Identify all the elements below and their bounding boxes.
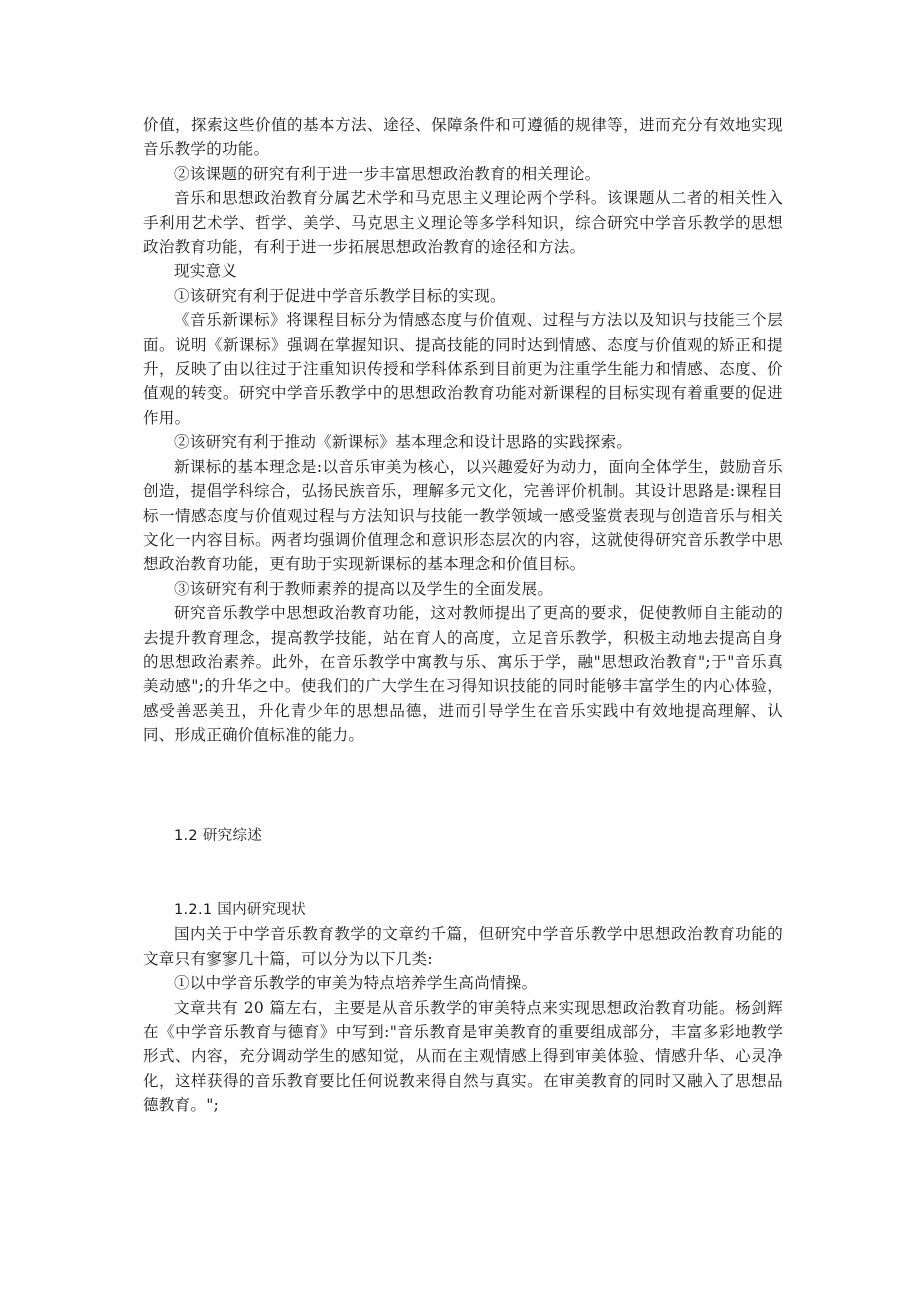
paragraph: 研究音乐教学中思想政治教育功能，这对教师提出了更高的要求，促使教师自主能动的去提升教育理念，提高教学技能，站在育人的高度，立足音乐教学，积极主动地去提高自身的思想政治素养。此外，在音乐教学中寓教与乐、寓乐于学，融"思想政治教育";于"音乐真美动感";的升华之中。使我们的广大学生在习得知识技能的同时能够丰富学生的内心体验，感受善恶美丑，升化青少年的思想品德，进而引导学生在音乐实践中有效地提高理解、认同、形成正确价值标准的能力。 [143,604,783,745]
spacer [143,748,783,824]
paragraph: ②该课题的研究有利于进一步丰富思想政治教育的相关理论。 [174,164,601,183]
section-heading: 1.2 研究综述 [174,827,263,844]
paragraph: ③该研究有利于教师素养的提高以及学生的全面发展。 [174,579,554,598]
paragraph: ②该研究有利于推动《新课标》基本理念和设计思路的实践探索。 [174,433,633,452]
subsection-heading: 1.2.1 国内研究现状 [174,901,307,918]
document-body [143,113,783,1118]
spacer [143,848,783,898]
paragraph: ①该研究有利于促进中学音乐教学目标的实现。 [174,286,506,305]
paragraph: 音乐和思想政治教育分属艺术学和马克思主义理论两个学科。该课题从二者的相关性入手利用艺术学、哲学、美学、马克思主义理论等多学科知识，综合研究中学音乐教学的思想政治教育功能，有利于进一步拓展思想政治教育的途径和方法。 [143,189,783,257]
subheading-practical-significance: 现实意义 [174,262,238,281]
paragraph: 价值，探索这些价值的基本方法、途径、保障条件和可遵循的规律等，进而充分有效地实现音乐教学的功能。 [143,116,783,159]
paragraph: 文章共有 20 篇左右，主要是从音乐教学的审美特点来实现思想政治教育功能。杨剑辉在《中学音乐教育与德育》中写到:"音乐教育是审美教育的重要组成部分，丰富多彩地教学形式、内容，充分调动学生的感知觉，从而在主观情感上得到审美体验、情感升华、心灵净化，这样获得的音乐教育要比任何说教来得自然与真实。在审美教育的同时又融入了思想品德教育。"; [143,998,783,1115]
paragraph: 国内关于中学音乐教育教学的文章约千篇，但研究中学音乐教学中思想政治教育功能的文章只有寥寥几十篇，可以分为以下几类: [143,925,783,968]
paragraph: 新课标的基本理念是:以音乐审美为核心，以兴趣爱好为动力，面向全体学生，鼓励音乐创造，提倡学科综合，弘扬民族音乐，理解多元文化，完善评价机制。其设计思路是:课程目标一情感态度与价值观过程与方法知识与技能一教学领域一感受鉴赏表现与创造音乐与相关文化一内容目标。两者均强调价值理念和意识形态层次的内容，这就使得研究音乐教学中思想政治教育功能，更有助于实现新课标的基本理念和价值目标。 [143,457,783,574]
paragraph: ①以中学音乐教学的审美为特点培养学生高尚情操。 [174,974,538,993]
paragraph: 《音乐新课标》将课程目标分为情感态度与价值观、过程与方法以及知识与技能三个层面。说明《新课标》强调在掌握知识、提高技能的同时达到情感、态度与价值观的矫正和提升，反映了由以往过于注重知识传授和学科体系到目前更为注重学生能力和情感、态度、价值观的转变。研究中学音乐教学中的思想政治教育功能对新课程的目标实现有着重要的促进作用。 [143,311,783,427]
